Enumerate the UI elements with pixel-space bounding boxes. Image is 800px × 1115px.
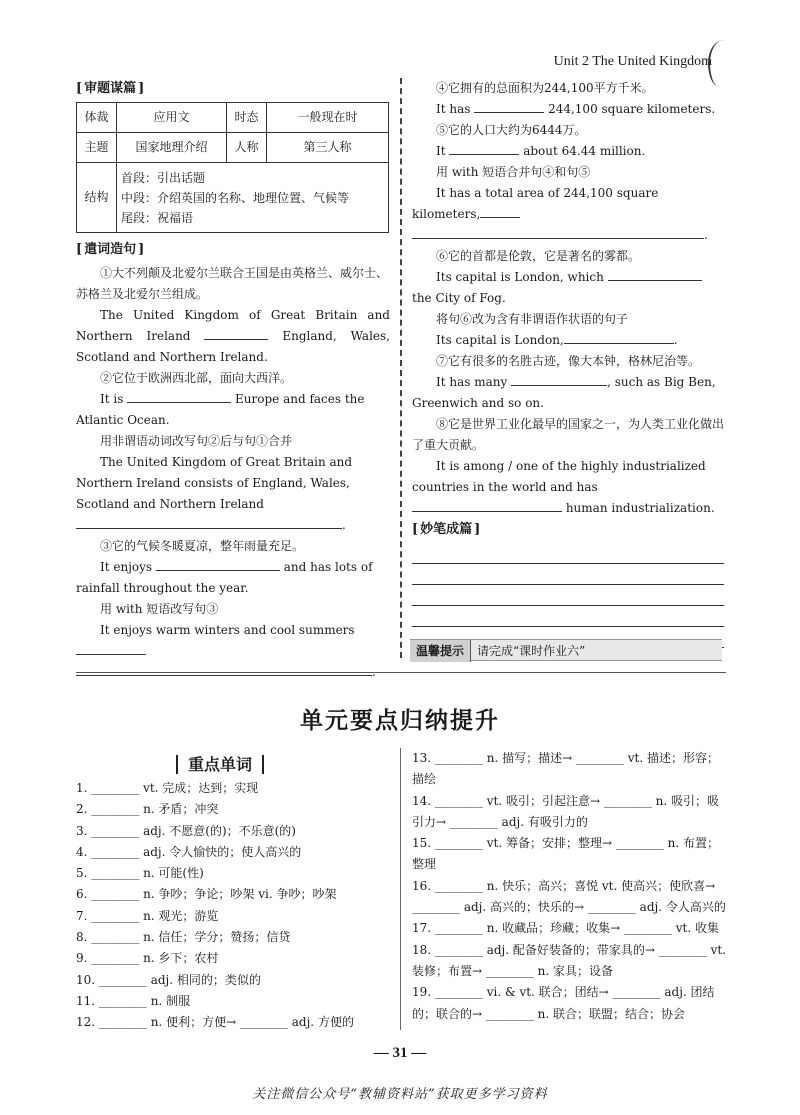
answer-blank[interactable] [76,664,372,676]
vocab-item: 8. ________ n. 信任；学分；赞扬；信贷 [76,930,291,945]
vocab-item: 6. ________ n. 争吵；争论；吵架 vi. 争吵；吵架 [76,887,337,902]
answer-blank[interactable] [474,101,544,113]
footer-note: 关注微信公众号“教辅资料站”获取更多学习资料 [252,1087,548,1102]
instruction: 用 with 短语改写句③ [100,602,219,616]
chinese-sentence: ④它拥有的总面积为244,100平方千米。 [436,81,654,95]
column-divider [400,748,401,1030]
tip-label: 温馨提示 [410,640,471,662]
english-text: The United Kingdom of Great Britain and Northern Ireland consists of England, Wales, Scotland and Northern Ireland [76,455,353,511]
chinese-sentence: ⑤它的人口大约为6444万。 [436,123,587,137]
english-text: It has many [436,375,508,389]
vocab-item: 11. ________ n. 制服 [76,993,191,1008]
vocab-item: 7. ________ n. 观光；游览 [76,908,219,923]
vocab-item: 10. ________ adj. 相同的；类似的 [76,972,261,987]
vocab-item: 16. ________ n. 快乐；高兴；喜悦 vt. 使高兴；使欣喜→ ________ adj. 高兴的；快乐的→ ________ adj. 令人高兴的 [412,878,726,915]
structure-line: 首段：引出话题 [121,170,206,185]
chinese-sentence: ⑦它有很多的名胜古迹，像大本钟，格林尼治等。 [436,354,701,368]
table-cell: 结构 [77,163,117,233]
table-cell: 一般现在时 [267,103,389,133]
vocab-item: 15. ________ vt. 筹备；安排；整理→ ________ n. 布置；整理 [412,836,719,872]
vocab-item: 12. ________ n. 便利；方便→ ________ adj. 方便的 [76,1015,354,1030]
english-text: Europe and faces the Atlantic Ocean. [76,392,365,427]
instruction: 用 with 短语合并句④和句⑤ [436,165,591,179]
answer-blank[interactable] [76,517,342,529]
answer-blank[interactable] [127,391,231,403]
left-column: [ 审题谋篇 ] 体裁 应用文 时态 一般现在时 主题 国家地理介绍 人称 第三人称 结构 首段：引出话题 中段：介绍英国的名称、地理位置、气候等 尾段：祝福语 [ 遣词造句 ] ①大不列颠及北爱尔兰联合王国是由英格兰、威尔士、苏格兰及北爱尔兰组成。 The United Kingdom of Great Britain and Northern Ireland England, Wales, Scotland and Northern Ireland. ②它位于欧洲西北部，面向大西洋。 It is Europe and faces the Atlantic Ocean. 用非谓语动词改写句②后与句①合并 The United Kingdom of Great Britain and Northern Ireland consists of England, Wales, Scotland and Northern Ireland . ③它的气候冬暖夏凉，整年雨量充足。 It enjoys and has lots of rainfall throughout the year. 用 with 短语改写句③ It enjoys warm winters and cool summers . [76,78,390,683]
keywords-heading: 重点单词 [160,752,280,775]
english-text: 244,100 square kilometers. [548,102,716,116]
chinese-sentence: ②它位于欧洲西北部，面向大西洋。 [100,371,293,385]
table-cell: 国家地理介绍 [117,133,227,163]
tip-banner [410,639,722,661]
chinese-sentence: ③它的气候冬暖夏凉，整年雨量充足。 [100,539,305,553]
vocab-item: 19. ________ vi. & vt. 联合；团结→ ________ adj. 团结的；联合的→ ________ n. 联合；联盟；结合；协会 [412,985,715,1021]
vocab-list-left [76,778,386,1034]
answer-blank[interactable] [449,143,519,155]
answer-blank[interactable] [608,269,702,281]
section-rule [76,672,726,673]
english-text: , such as Big Ben, Greenwich and so on. [412,375,716,410]
english-text: It enjoys [100,560,153,574]
english-text: It is among / one of the highly industrialized countries in the world and has [412,459,706,494]
answer-blank[interactable] [511,374,607,386]
vocab-item: 5. ________ n. 可能(性) [76,866,204,881]
english-text: human industrialization. [565,501,715,515]
chinese-sentence: ⑧它是世界工业化最早的国家之一，为人类工业化做出了重大贡献。 [412,417,725,452]
english-text: It has [436,102,471,116]
english-text: about 64.44 million. [523,144,646,158]
section-heading: [ 审题谋篇 ] [76,80,390,98]
answer-blank[interactable] [480,206,520,218]
vocab-list-right [412,748,726,1025]
writing-line[interactable] [412,606,724,627]
answer-blank[interactable] [204,328,268,340]
unit-title: 单元要点归纳提升 [300,708,500,734]
column-divider [400,78,402,658]
table-cell: 体裁 [77,103,117,133]
vocab-item: 3. ________ adj. 不愿意(的)；不乐意(的) [76,823,296,838]
english-text: England, Wales, Scotland and Northern Ireland. [76,329,390,364]
english-text: Its capital is London, [436,333,564,347]
right-column: ④它拥有的总面积为244,100平方千米。 It has 244,100 square kilometers. ⑤它的人口大约为6444万。 It about 64.44 million. 用 with 短语合并句④和句⑤ It has a total area of 244,100 square kilometers, . ⑥它的首都是伦敦，它是著名的雾都。 Its capital is London, which the City of Fog. 将句⑥改为含有非谓语作状语的句子 Its capital is London, . ⑦它有很多的名胜古迹，像大本钟，格林尼治等。 It has many , such as Big Ben, Greenwich and so on. ⑧它是世界工业化最早的国家之一，为人类工业化做出了重大贡献。 It is among / one of the highly industrialized countries in the world and has human industrialization. [ 妙笔成篇 ] [412,78,724,648]
vocab-item: 14. ________ vt. 吸引；引起注意→ ________ n. 吸引；吸引力→ ________ adj. 有吸引力的 [412,793,719,829]
section-heading: [ 妙笔成篇 ] [412,521,724,539]
writing-line[interactable] [412,543,724,564]
table-cell: 人称 [227,133,267,163]
structure-line: 尾段：祝福语 [121,210,194,225]
english-text: It is [100,392,124,406]
instruction: 用非谓语动词改写句②后与句①合并 [100,434,293,448]
instruction: 将句⑥改为含有非谓语作状语的句子 [436,312,629,326]
answer-blank[interactable] [412,227,704,239]
answer-blank[interactable] [412,500,562,512]
english-text: Its capital is London, which [436,270,604,284]
answer-blank[interactable] [76,643,146,655]
writing-line[interactable] [412,564,724,585]
chinese-sentence: ⑥它的首都是伦敦，它是著名的雾都。 [436,249,641,263]
vocab-item: 13. ________ n. 描写；描述→ ________ vt. 描述；形容；描绘 [412,751,719,787]
vocab-item: 9. ________ n. 乡下；农村 [76,951,219,966]
tip-text: 请完成“课时作业六” [477,644,586,658]
answer-blank[interactable] [564,332,674,344]
structure-line: 中段：介绍英国的名称、地理位置、气候等 [121,190,350,205]
chinese-sentence: ①大不列颠及北爱尔兰联合王国是由英格兰、威尔士、苏格兰及北爱尔兰组成。 [76,266,389,301]
vocab-item: 18. ________ adj. 配备好装备的；带家具的→ ________ vt. 装修；布置→ ________ n. 家具；设备 [412,942,726,978]
vocab-item: 1. ________ vt. 完成；达到；实现 [76,781,259,795]
english-text: It enjoys warm winters and cool summers [100,623,355,637]
section-heading: [ 遣词造句 ] [76,241,390,259]
vocab-item: 17. ________ n. 收藏品；珍藏；收集→ ________ vt. 收集 [412,921,719,936]
table-cell: 第三人称 [267,133,389,163]
overview-table [76,102,389,233]
vocab-item: 4. ________ adj. 令人愉快的；使人高兴的 [76,844,302,859]
table-cell: 主题 [77,133,117,163]
english-text: and has lots of rainfall throughout the year. [76,560,373,595]
table-cell: 时态 [227,103,267,133]
writing-line[interactable] [412,585,724,606]
answer-blank[interactable] [156,559,280,571]
english-text: It [436,144,446,158]
vocab-item: 2. ________ n. 矛盾；冲突 [76,802,219,817]
english-text: The United Kingdom of Great Britain and Northern Ireland [76,308,390,343]
table-cell: 应用文 [117,103,227,133]
english-text: the City of Fog. [412,291,506,305]
english-text: It has a total area of 244,100 square kilometers, [412,186,659,221]
running-header: Unit 2 The United Kingdom [553,54,712,69]
page-number: — 31 — [373,1045,427,1061]
